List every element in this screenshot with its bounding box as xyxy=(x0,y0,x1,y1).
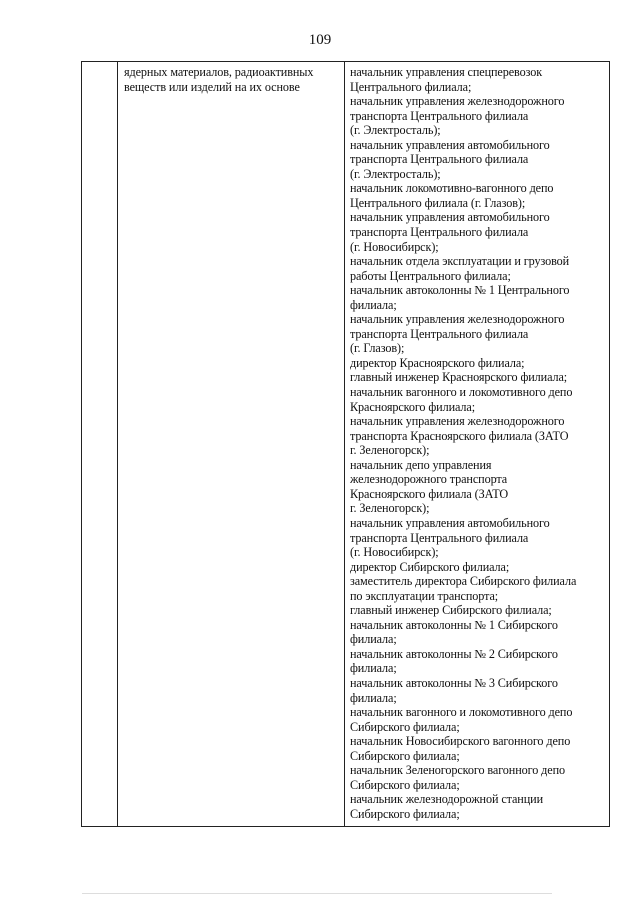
text-line: начальник вагонного и локомотивного депо xyxy=(350,705,573,720)
text-line: транспорта Центрального филиала xyxy=(350,152,529,167)
text-line: г. Зеленогорск); xyxy=(350,501,430,516)
column-divider xyxy=(344,62,345,826)
table-cell-object-description xyxy=(124,65,340,94)
text-line: начальник автоколонны № 2 Сибирского xyxy=(350,646,558,661)
text-line: железнодорожного транспорта xyxy=(350,472,508,487)
text-line: начальник автоколонны № 1 Центрального xyxy=(350,283,570,298)
text-line: главный инженер Красноярского филиала; xyxy=(350,370,568,385)
text-line: Красноярского филиала (ЗАТО xyxy=(350,486,509,501)
text-line: веществ или изделий на их основе xyxy=(124,79,300,94)
text-line: директор Красноярского филиала; xyxy=(350,355,525,370)
text-line: начальник вагонного и локомотивного депо xyxy=(350,385,573,400)
text-line: филиала; xyxy=(350,297,397,312)
text-line: Сибирского филиала; xyxy=(350,806,460,821)
text-line: транспорта Центрального филиала xyxy=(350,108,529,123)
text-line: транспорта Центрального филиала xyxy=(350,225,529,240)
text-line: транспорта Центрального филиала xyxy=(350,530,529,545)
text-line: начальник управления железнодорожного xyxy=(350,312,565,327)
page-number: 109 xyxy=(308,32,332,48)
text-line: ядерных материалов, радиоактивных xyxy=(124,65,314,79)
column-divider xyxy=(117,62,118,826)
text-line: г. Зеленогорск); xyxy=(350,443,430,458)
text-line: начальник депо управления xyxy=(350,457,492,472)
text-line: начальник управления автомобильного xyxy=(350,137,550,152)
text-line: (г. Глазов); xyxy=(350,341,405,356)
text-line: (г. Новосибирск); xyxy=(350,239,439,254)
text-line: (г. Электросталь); xyxy=(350,166,441,181)
text-line: Сибирского филиала; xyxy=(350,719,460,734)
text-line: начальник управления автомобильного xyxy=(350,515,550,530)
table-cell-responsible-positions xyxy=(350,65,608,821)
text-line: начальник Зеленогорского вагонного депо xyxy=(350,763,565,778)
text-line: Центрального филиала; xyxy=(350,79,472,94)
text-line: директор Сибирского филиала; xyxy=(350,559,510,574)
text-line: транспорта Красноярского филиала (ЗАТО xyxy=(350,428,569,443)
text-line: начальник автоколонны № 1 Сибирского xyxy=(350,617,558,632)
text-line: начальник управления автомобильного xyxy=(350,210,550,225)
text-line: филиала; xyxy=(350,632,397,647)
text-line: филиала; xyxy=(350,690,397,705)
text-line: начальник железнодорожной станции xyxy=(350,792,543,807)
text-line: Центрального филиала (г. Глазов); xyxy=(350,195,526,210)
text-line: начальник управления железнодорожного xyxy=(350,94,565,109)
document-table xyxy=(81,61,610,827)
text-line: (г. Электросталь); xyxy=(350,123,441,138)
text-line: Сибирского филиала; xyxy=(350,777,460,792)
text-line: заместитель директора Сибирского филиала xyxy=(350,574,577,589)
text-line: по эксплуатации транспорта; xyxy=(350,588,499,603)
text-line: начальник локомотивно-вагонного депо xyxy=(350,181,554,196)
text-line: работы Центрального филиала; xyxy=(350,268,511,283)
text-line: (г. Новосибирск); xyxy=(350,545,439,560)
text-line: начальник отдела эксплуатации и грузовой xyxy=(350,254,570,269)
text-line: начальник управления железнодорожного xyxy=(350,414,565,429)
text-line: филиала; xyxy=(350,661,397,676)
text-line: главный инженер Сибирского филиала; xyxy=(350,603,552,618)
scan-edge-line xyxy=(82,893,552,894)
text-line: начальник автоколонны № 3 Сибирского xyxy=(350,675,558,690)
text-line: Красноярского филиала; xyxy=(350,399,475,414)
text-line: Сибирского филиала; xyxy=(350,748,460,763)
text-line: начальник Новосибирского вагонного депо xyxy=(350,734,571,749)
text-line: транспорта Центрального филиала xyxy=(350,326,529,341)
text-line: начальник управления спецперевозок xyxy=(350,65,543,79)
